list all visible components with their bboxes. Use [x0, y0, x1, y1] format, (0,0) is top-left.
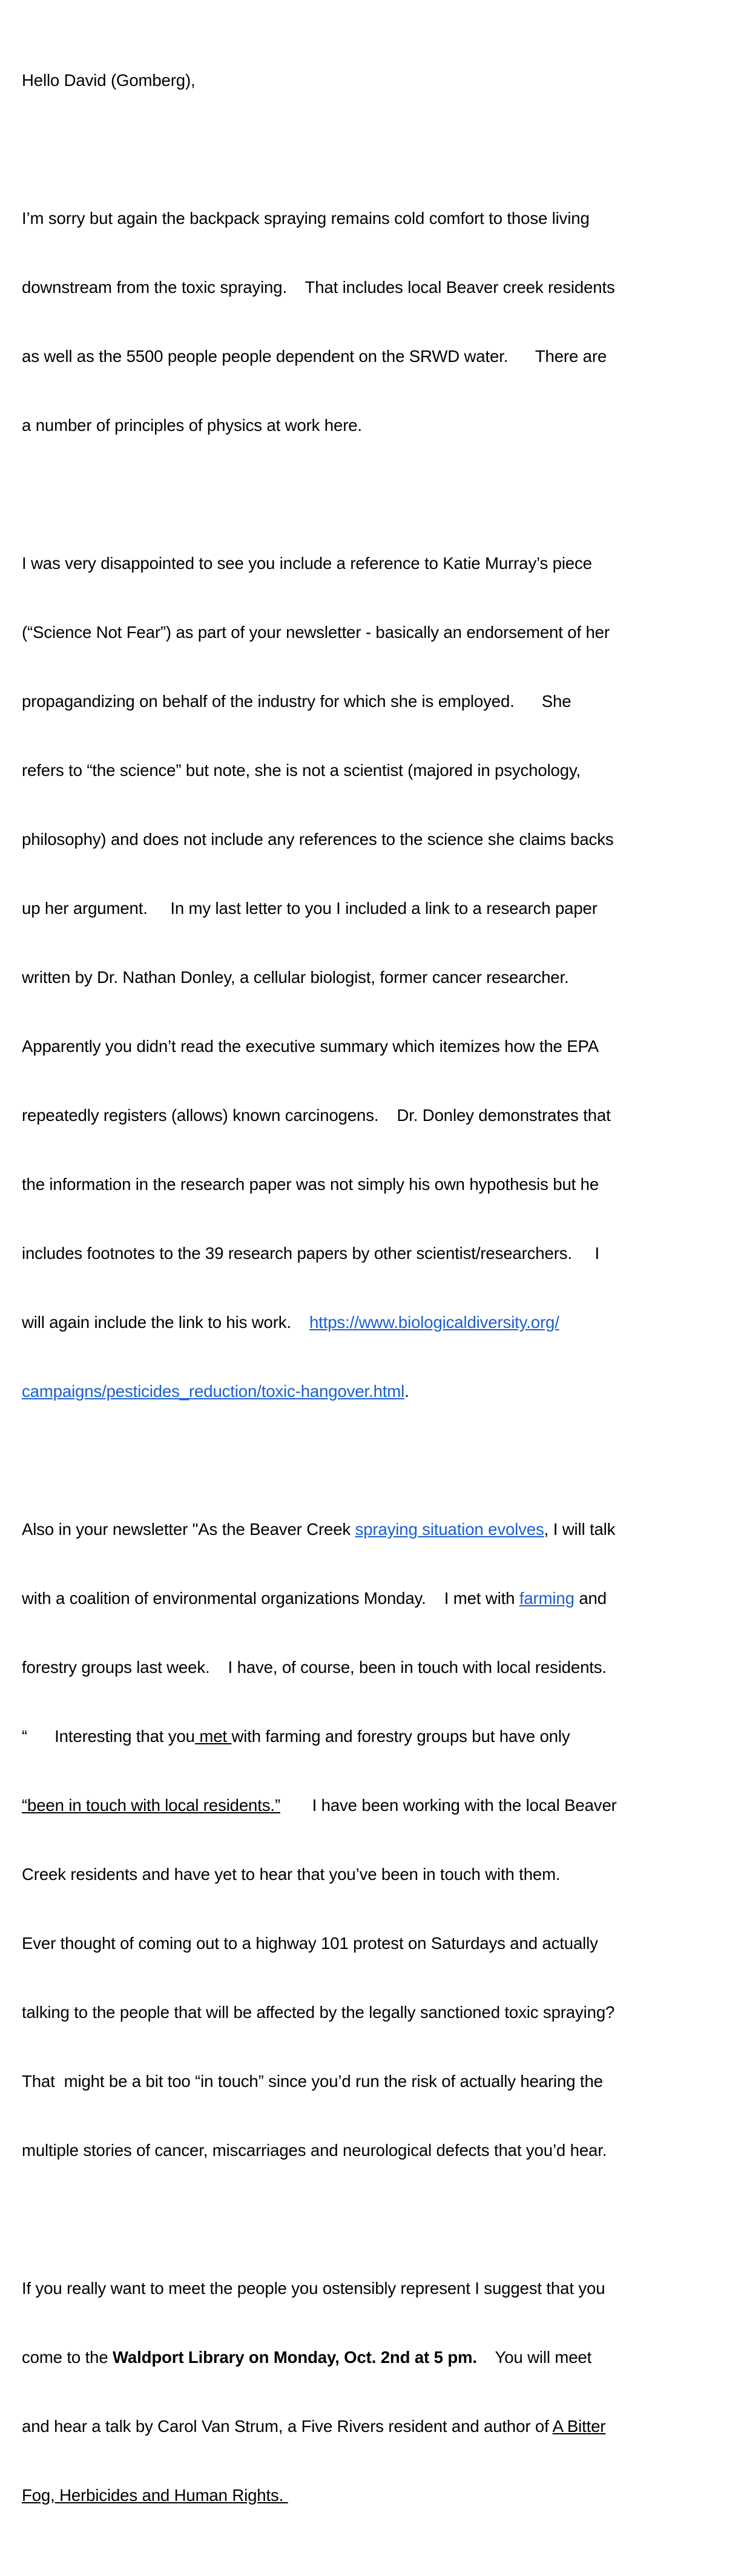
text-line	[22, 2415, 724, 2438]
text-segment: with farming and forestry groups but have only	[231, 1727, 570, 1746]
link-trailing-period: .	[404, 1382, 409, 1401]
farming-link[interactable]: farming	[519, 1589, 575, 1608]
text-line	[22, 1380, 724, 1403]
text-line: up her argument. In my last letter to you I included a link to a research paper	[22, 899, 598, 918]
text-line: philosophy) and does not include any references to the science she claims backs	[22, 830, 614, 849]
text-line	[22, 2484, 724, 2507]
book-title: A Bitter	[552, 2417, 606, 2436]
text-segment: You will meet	[476, 2348, 592, 2367]
text-line: written by Dr. Nathan Donley, a cellular biologist, former cancer researcher.	[22, 968, 569, 987]
text-line: refers to “the science” but note, she is not a scientist (majored in psychology,	[22, 761, 581, 780]
text-line: I was very disappointed to see you include a reference to Katie Murray’s piece	[22, 554, 592, 573]
text-line: Creek residents and have yet to hear that you’ve been in touch with them.	[22, 1865, 561, 1884]
text-line: downstream from the toxic spraying. That includes local Beaver creek residents	[22, 278, 615, 297]
text-segment: “ Interesting that you	[22, 1727, 195, 1746]
text-line	[22, 1794, 724, 1817]
text-line: Apparently you didn’t read the executive summary which itemizes how the EPA	[22, 1037, 599, 1056]
greeting	[22, 23, 724, 138]
toxic-hangover-link[interactable]: https://www.biologicaldiversity.org/	[309, 1313, 559, 1332]
underlined-met: met	[194, 1727, 232, 1746]
spraying-situation-link[interactable]: spraying situation evolves	[355, 1520, 544, 1539]
text-line: talking to the people that will be affected by the legally sanctioned toxic spraying?	[22, 2003, 615, 2022]
text-line: If you really want to meet the people you ostensibly represent I suggest that you	[22, 2279, 605, 2298]
paragraph-backpack-spraying	[22, 161, 724, 483]
text-line	[22, 1587, 724, 1610]
text-segment: , I will talk	[544, 1520, 616, 1539]
paragraph-invitation	[22, 2231, 724, 2553]
event-details: Waldport Library on Monday, Oct. 2nd at 5 pm.	[113, 2348, 477, 2367]
link-intro-text: will again include the link to his work.	[22, 1313, 309, 1332]
text-segment: Also in your newsletter "As the Beaver Creek	[22, 1520, 355, 1539]
underlined-quote: “been in touch with local residents.”	[22, 1796, 280, 1815]
text-line: I’m sorry but again the backpack spraying remains cold comfort to those living	[22, 209, 590, 228]
text-line: (“Science Not Fear”) as part of your newsletter - basically an endorsement of her	[22, 623, 610, 642]
text-line	[22, 1311, 724, 1334]
text-line: multiple stories of cancer, miscarriages and neurological defects that you’d hear.	[22, 2141, 607, 2160]
toxic-hangover-link-continued[interactable]: campaigns/pesticides_reduction/toxic-hangover.html	[22, 1382, 405, 1401]
text-line: a number of principles of physics at work here.	[22, 416, 362, 435]
greeting-text: Hello David (Gomberg),	[22, 71, 196, 90]
text-line: propagandizing on behalf of the industry for which she is employed. She	[22, 692, 571, 711]
text-segment: and hear a talk by Carol Van Strum, a Five Rivers resident and author of	[22, 2417, 553, 2436]
text-line: forestry groups last week. I have, of course, been in touch with local residents.	[22, 1658, 607, 1677]
text-line	[22, 1725, 724, 1748]
text-line: Ever thought of coming out to a highway 101 protest on Saturdays and actually	[22, 1934, 598, 1953]
text-line: includes footnotes to the 39 research papers by other scientist/researchers. I	[22, 1244, 599, 1263]
email-body	[22, 23, 724, 2576]
text-segment: with a coalition of environmental organizations Monday. I met with	[22, 1589, 519, 1608]
paragraph-science-not-fear	[22, 506, 724, 1449]
paragraph-newsletter	[22, 1472, 724, 2208]
text-line	[22, 1518, 724, 1541]
text-line: repeatedly registers (allows) known carcinogens. Dr. Donley demonstrates that	[22, 1106, 611, 1125]
text-line: as well as the 5500 people people dependent on the SRWD water. There are	[22, 347, 607, 366]
text-segment: and	[574, 1589, 607, 1608]
text-line: That might be a bit too “in touch” since you’d run the risk of actually hearing the	[22, 2072, 603, 2091]
text-line: the information in the research paper was not simply his own hypothesis but he	[22, 1175, 599, 1194]
book-title-continued: Fog, Herbicides and Human Rights.	[22, 2486, 288, 2505]
text-segment: I have been working with the local Beaver	[280, 1796, 617, 1815]
text-segment: come to the	[22, 2348, 113, 2367]
text-line	[22, 2346, 724, 2369]
